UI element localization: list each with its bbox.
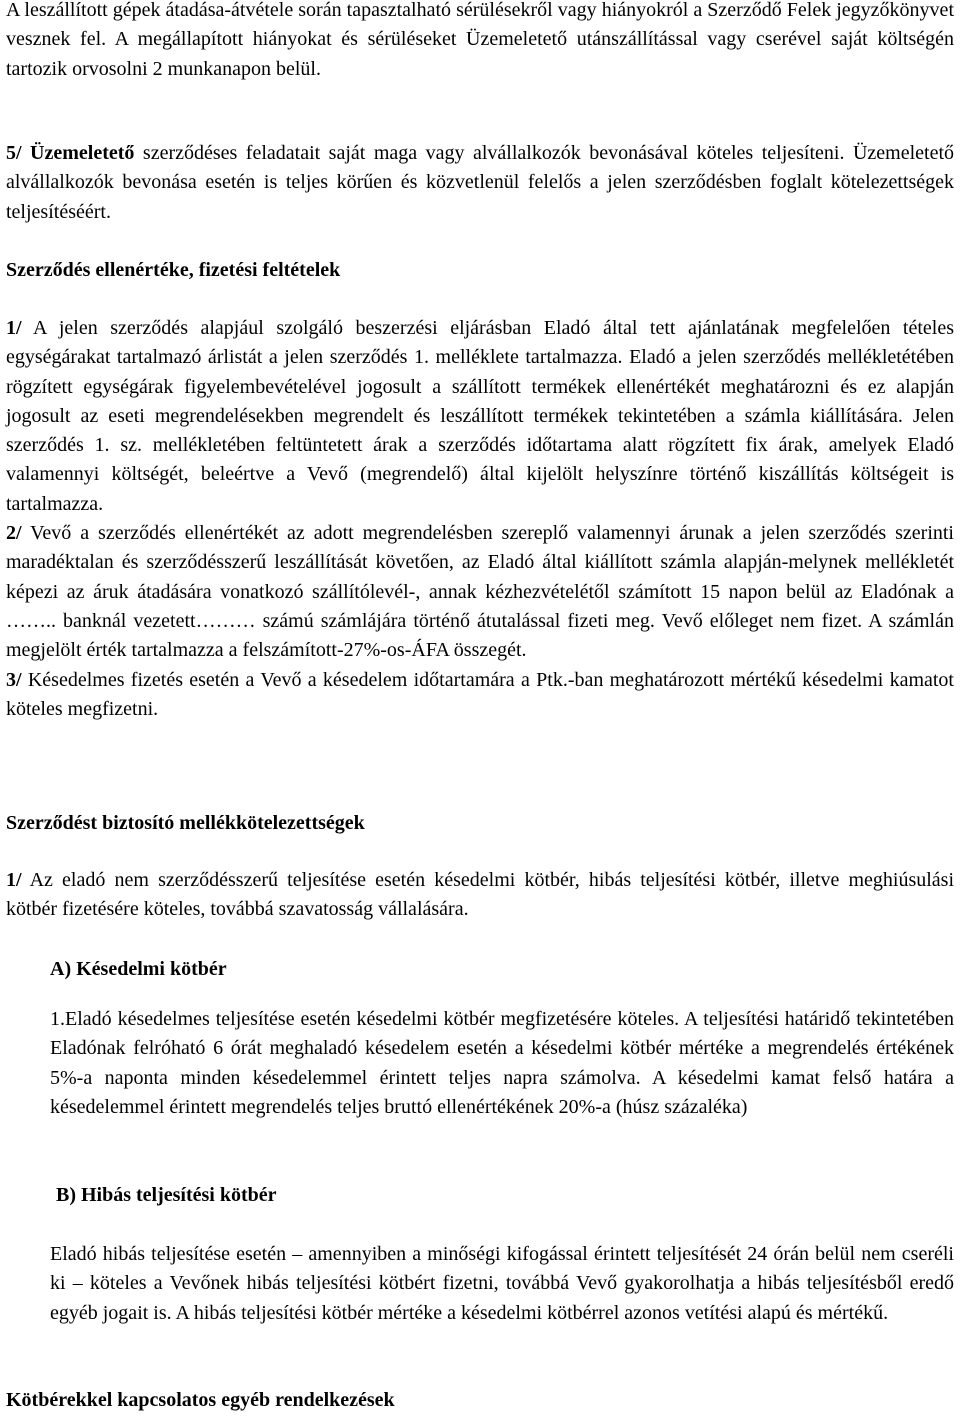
- paragraph-penalties-overview: [6, 866, 954, 925]
- paragraph-defective-penalty: Eladó hibás teljesítése esetén – amennyiben a minőségi kifogással érintett teljesítését 24 órán belül nem cseréli ki – köteles a Vevőnek hibás teljesítési kötbért fizetni, továbbá Vevő gyakorolhatja a hibás teljesítésből eredő egyéb jogait is. A hibás teljesítési kötbér mértéke a késedelmi kötbérrel azonos vetítési alapú és mértékű.: [50, 1243, 954, 1324]
- clause-number-1: 1/: [6, 317, 22, 339]
- paragraph-text: Az eladó nem szerződésszerű teljesítése esetén késedelmi kötbér, hibás teljesítési kötbér, illetve meghiúsulási kötbér fizetésére köteles, továbbá szavatosság vállalására.: [6, 869, 954, 921]
- paragraph-payment-terms: [6, 314, 954, 724]
- section-heading-consideration: [6, 256, 954, 285]
- subheading-text: B) Hibás teljesítési kötbér: [56, 1184, 277, 1206]
- heading-text: Kötbérekkel kapcsolatos egyéb rendelkezések: [6, 1389, 395, 1411]
- heading-text: Szerződést biztosító mellékkötelezettségek: [6, 812, 365, 834]
- heading-text: Szerződés ellenértéke, fizetési feltételek: [6, 259, 341, 281]
- paragraph-text: szerződéses feladatait saját maga vagy alvállalkozók bevonásával köteles teljesíteni. Üzemeletető alvállalkozók bevonása esetén is teljes körűen és közvetlenül felelős a jelen szerződésben foglalt kötelezettségek teljesítéséért.: [6, 142, 955, 223]
- clause-number-1: 1/: [6, 869, 22, 891]
- clause-1-text: A jelen szerződés alapjául szolgáló beszerzési eljárásban Eladó által tett ajánlatának megfelelően tételes egységárakat tartalmazó árlistát a jelen szerződés 1. melléklete tartalmazza. Eladó a jelen szerződés mellékletétében rögzített egységárak figyelembevételével jogosult a szállított termékek ellenértékét meghatározni és ez alapján jogosult az eseti megrendelésekben megrendelt és leszállított termékek tekintetében a számla kiállítására. Jelen szerződés 1. sz. mellékletében feltüntetett árak a szerződés időtartama alatt rögzített fix árak, amelyek Eladó valamennyi költségét, beleértve a Vevő (megrendelő) által kijelölt helyszínre történő kiszállítás költségeit is tartalmazza.: [6, 317, 954, 515]
- paragraph-operator-subcontractors: [6, 139, 954, 227]
- subheading-defective-penalty: [56, 1181, 954, 1210]
- section-heading-ancillary-obligations: [6, 809, 954, 838]
- subheading-late-penalty: [50, 955, 954, 984]
- clause-number-3: 3/: [6, 668, 22, 691]
- subheading-text: A) Késedelmi kötbér: [50, 958, 227, 980]
- clause-number-2: 2/: [6, 522, 22, 545]
- clause-number-5: 5/ Üzemeletető: [6, 142, 135, 164]
- clause-2-text: Vevő a szerződés ellenértékét az adott megrendelésben szereplő valamennyi árunak a jelen szerződés szerinti maradéktalan és szerződésszerű leszállítását követően, az Eladó által kiállított számla alapján-melynek mellékletét képezi az áruk átadására vonatkozó szállítólevél-, annak kézhezvételétől számított 15 napon belül az Eladónak a …….. banknál vezetett……… számú számlájára történő átutalással fizeti meg. Vevő előleget nem fizet. A számlán megjelölt érték tartalmazza a felszámított-27%-os-ÁFA összegét.: [6, 522, 954, 662]
- clause-3-text: Késedelmes fizetés esetén a Vevő a késedelem időtartamára a Ptk.-ban meghatározott mértékű késedelmi kamatot köteles megfizetni.: [6, 668, 954, 720]
- paragraph-late-penalty: 1.Eladó késedelmes teljesítése esetén késedelmi kötbér megfizetésére köteles. A teljesítési határidő tekintetében Eladónak felróható 6 órát meghaladó késedelem esetén a késedelmi kötbér mértéke a megrendelés értékének 5%-a naponta minden késedelemmel érintett teljes napra számolva. A késedelmi kamat felső határa a késedelemmel érintett megrendelés teljes bruttó ellenértékének 20%-a (húsz százaléka): [50, 1008, 954, 1118]
- section-heading-other-provisions: [6, 1386, 954, 1415]
- paragraph-delivery-damages: A leszállított gépek átadása-átvétele során tapasztalható sérülésekről vagy hiányokról a Szerződő Felek jegyzőkönyvet vesznek fel. A megállapított hiányokat és sérüléseket Üzemeletető utánszállítással vagy cserével saját költségén tartozik orvosolni 2 munkanapon belül.: [6, 0, 954, 80]
